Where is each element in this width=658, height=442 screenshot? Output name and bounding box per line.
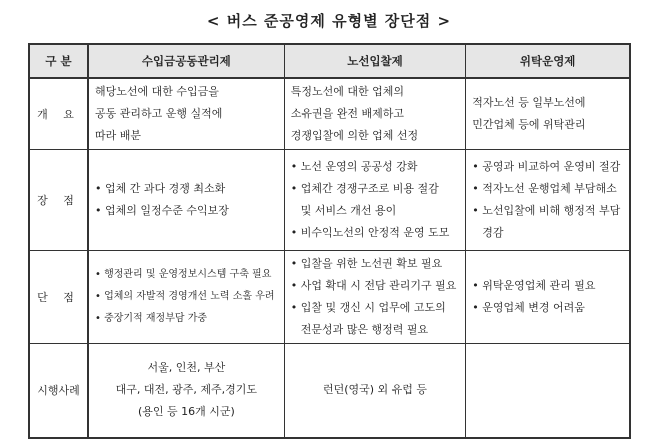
cell-line: • 입찰 및 갱신 시 업무에 고도의 <box>291 297 460 319</box>
cell-line: • 적자노선 운행업체 부담해소 <box>472 178 623 200</box>
cell-line: • 업체의 자발적 경영개선 노력 소홀 우려 <box>95 286 278 308</box>
cell <box>88 344 284 438</box>
comparison-table <box>28 43 631 439</box>
row-overview <box>29 78 630 150</box>
header-consignment: 위탁운영제 <box>466 44 630 78</box>
cell-line: 대구, 대전, 광주, 제주,경기도 <box>115 383 258 397</box>
cell-line: • 중장기적 재정부담 가중 <box>95 308 278 330</box>
cell-line: • 비수익노선의 안정적 운영 도모 <box>291 222 460 244</box>
cell-line: 특정노선에 대한 업체의 <box>290 85 404 98</box>
cell-line: 적자노선 등 일부노선에 <box>472 96 586 109</box>
header-revenue-pooling: 수입금공동관리제 <box>88 44 284 78</box>
cell-line: 전문성과 많은 행정력 필요 <box>300 323 429 336</box>
cell-line: 런던(영국) 외 유럽 등 <box>322 383 428 397</box>
cell-line: • 입찰을 위한 노선권 확보 필요 <box>291 253 460 275</box>
cell <box>284 251 466 344</box>
cell-line: • 사업 확대 시 전담 관리기구 필요 <box>291 275 460 297</box>
cell-line: • 업체간 경쟁구조로 비용 절감 <box>291 178 460 200</box>
row-label: 개 요 <box>29 78 88 150</box>
cell-line: 경감 <box>482 226 504 239</box>
row-label: 장 점 <box>29 150 88 251</box>
cell-line: • 노선 운영의 공공성 강화 <box>291 156 460 178</box>
cell-empty <box>466 344 630 438</box>
cell-line: • 업체 간 과다 경쟁 최소화 <box>95 178 278 200</box>
row-advantages <box>29 150 630 251</box>
cell <box>466 78 630 150</box>
cell <box>466 150 630 251</box>
cell-line: (용인 등 16개 시군) <box>137 405 235 419</box>
cell-line: • 공영과 비교하여 운영비 절감 <box>472 156 623 178</box>
cell-line: • 노선입찰에 비해 행정적 부담 <box>472 200 623 222</box>
cell <box>284 344 466 438</box>
header-category: 구 분 <box>29 44 88 78</box>
cell-line: • 업체의 일정수준 수익보장 <box>95 200 278 222</box>
cell <box>284 78 466 150</box>
cell-line: 경쟁입찰에 의한 업체 선정 <box>290 129 419 142</box>
row-disadvantages <box>29 251 630 344</box>
cell <box>466 251 630 344</box>
cell-line: 따라 배분 <box>95 129 142 142</box>
table-header-row <box>29 44 630 78</box>
cell-line: 해당노선에 대한 수입금을 <box>95 85 219 98</box>
cell-line: 민간업체 등에 위탁관리 <box>472 118 586 131</box>
cell <box>88 150 284 251</box>
cell-line: • 운영업체 변경 어려움 <box>472 297 623 319</box>
cell <box>284 150 466 251</box>
cell <box>88 78 284 150</box>
row-cases <box>29 344 630 438</box>
row-label: 단 점 <box>29 251 88 344</box>
row-label: 시행사례 <box>29 344 88 438</box>
cell-line: • 위탁운영업체 관리 필요 <box>472 275 623 297</box>
cell <box>88 251 284 344</box>
cell-line: 서울, 인천, 부산 <box>147 361 226 375</box>
header-route-bidding: 노선입찰제 <box>284 44 466 78</box>
cell-line: 공동 관리하고 운행 실적에 <box>95 107 223 120</box>
cell-line: 및 서비스 개선 용이 <box>300 204 397 217</box>
cell-line: • 행정관리 및 운영정보시스템 구축 필요 <box>95 264 278 286</box>
page-title: < 버스 준공영제 유형별 장단점 > <box>206 12 452 30</box>
cell-line: 소유권을 완전 배제하고 <box>290 107 404 120</box>
